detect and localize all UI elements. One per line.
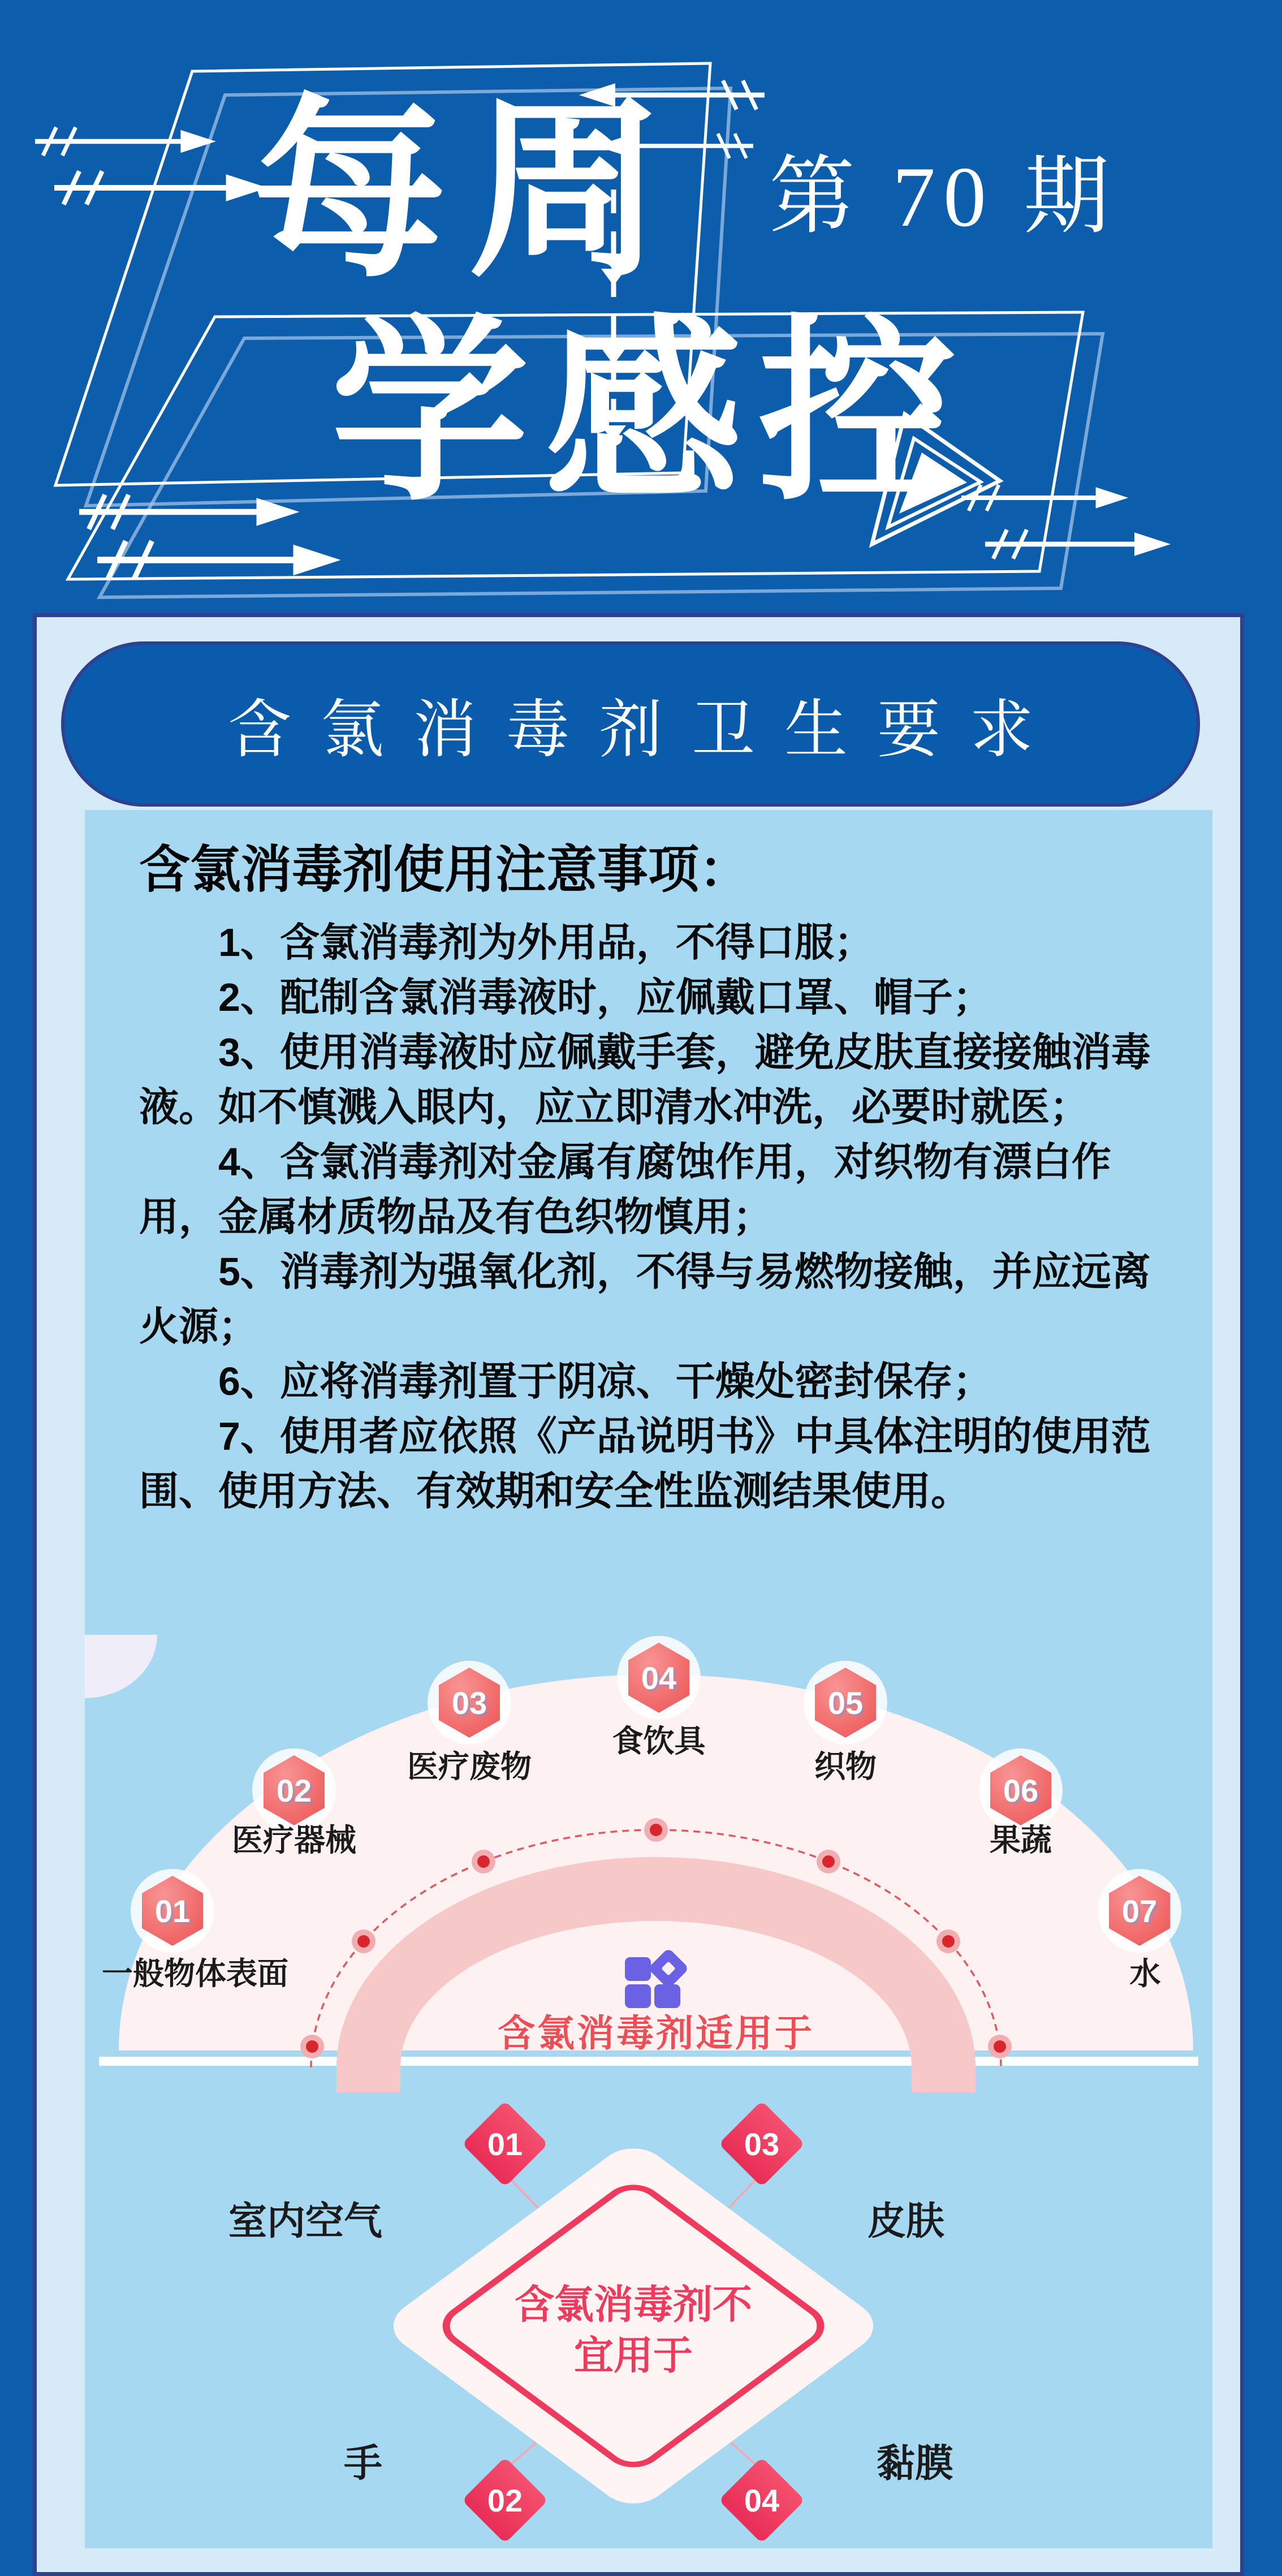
unsuitable-title-line1: 含氯消毒剂不 (515, 2282, 752, 2327)
svg-text:03: 03 (744, 2126, 780, 2162)
section-header-pill (61, 641, 1200, 807)
banner-title-line2: 学感控 (331, 302, 972, 523)
hex-badge-05 (804, 1661, 887, 1744)
unsuitable-infographic (85, 2070, 1212, 2548)
diamond-badge-04 (719, 2457, 805, 2544)
notice-block (85, 810, 1212, 1519)
svg-text:02: 02 (276, 1773, 312, 1808)
notice-item: 7、使用者应依照《产品说明书》中具体注明的使用范围、使用方法、有效期和安全性监测结果使用。 (139, 1414, 1151, 1513)
svg-text:06: 06 (1003, 1773, 1039, 1808)
notice-item: 6、应将消毒剂置于阴凉、干燥处密封保存； (218, 1359, 992, 1403)
hex-badge-06 (979, 1748, 1063, 1832)
svg-text:03: 03 (451, 1685, 487, 1721)
unsuitable-label: 皮肤 (867, 2200, 945, 2243)
suitable-title: 含氯消毒剂适用于 (498, 2012, 814, 2054)
suitable-label: 食饮具 (612, 1724, 706, 1759)
diamond-badge-01 (462, 2101, 549, 2187)
svg-text:01: 01 (487, 2126, 523, 2162)
diamond-badge-02 (462, 2457, 549, 2544)
issue-number: 第 70 期 (769, 149, 1117, 244)
svg-text:01: 01 (154, 1893, 191, 1929)
svg-text:05: 05 (827, 1685, 864, 1721)
suitable-label: 水 (1129, 1956, 1161, 1991)
unsuitable-title-line2: 宜用于 (574, 2333, 693, 2377)
svg-text:04: 04 (744, 2483, 780, 2518)
svg-text:07: 07 (1121, 1893, 1158, 1929)
suitable-label: 医疗器械 (231, 1823, 357, 1858)
svg-text:04: 04 (641, 1660, 677, 1696)
arrow-icon (97, 541, 341, 579)
suitable-label: 果蔬 (989, 1823, 1052, 1858)
notice-item: 1、含氯消毒剂为外用品，不得口服； (218, 920, 874, 964)
suitable-label: 医疗废物 (407, 1749, 532, 1784)
hex-badge-04 (617, 1636, 701, 1720)
unsuitable-label: 室内空气 (228, 2200, 383, 2243)
banner-title-line1: 每周 (252, 82, 685, 300)
hex-badge-02 (252, 1748, 336, 1832)
notice-item: 3、使用消毒液时应佩戴手套，避免皮肤直接接触消毒液。如不慎溅入眼内，应立即清水冲洗，必要时就医； (139, 1030, 1151, 1129)
corner-quarter-circle (85, 1635, 157, 1698)
svg-text:02: 02 (487, 2483, 523, 2518)
notice-heading: 含氯消毒剂使用注意事项： (139, 842, 750, 898)
hex-badge-01 (131, 1869, 214, 1953)
suitable-infographic (85, 1635, 1212, 2093)
suitable-label: 一般物体表面 (101, 1956, 289, 1991)
hex-badge-03 (428, 1661, 511, 1744)
section-header-title: 含氯消毒剂卫生要求 (228, 695, 1063, 765)
notice-item: 4、含氯消毒剂对金属有腐蚀作用，对织物有漂白作用，金属材质物品及有色织物慎用； (139, 1140, 1111, 1239)
hex-badge-07 (1098, 1869, 1181, 1953)
arrow-icon (985, 529, 1171, 558)
arrow-icon (54, 171, 267, 205)
unsuitable-label: 黏膜 (876, 2442, 954, 2485)
diamond-badge-03 (719, 2101, 805, 2187)
baseline-line (99, 2057, 1198, 2066)
unsuitable-label: 手 (343, 2442, 383, 2485)
arrow-icon (35, 127, 216, 156)
notice-item: 5、消毒剂为强氧化剂，不得与易燃物接触，并应远离火源； (139, 1250, 1151, 1349)
suitable-label: 织物 (814, 1749, 877, 1784)
notice-item: 2、配制含氯消毒液时，应佩戴口罩、帽子； (218, 975, 992, 1019)
